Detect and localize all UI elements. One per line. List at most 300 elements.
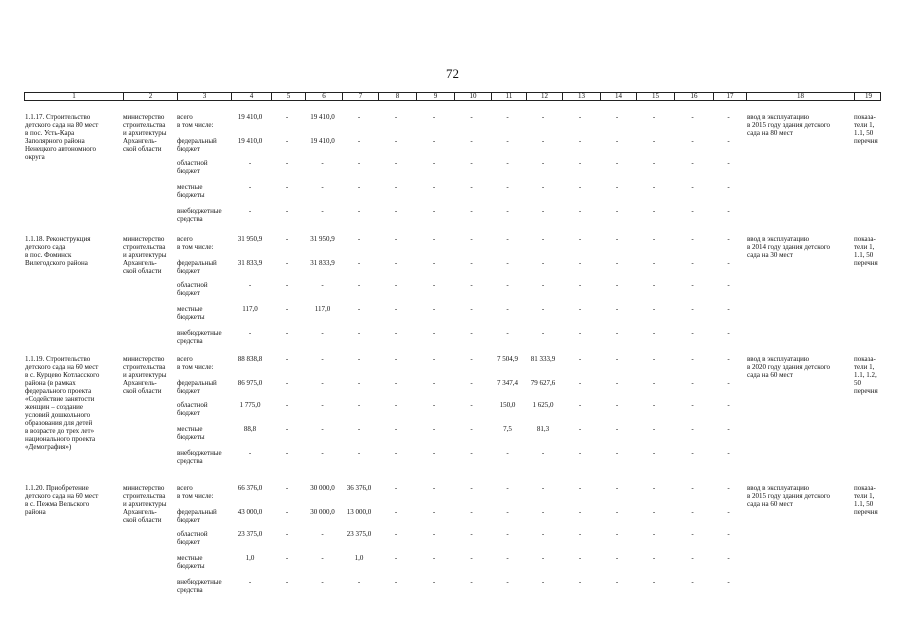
value-cell: - [357, 281, 361, 289]
value-cell: - [506, 530, 509, 538]
value-cell: 23 375,0 [237, 530, 263, 538]
value-cell: 19 410,0 [310, 113, 335, 121]
value-cell: - [285, 235, 289, 243]
value-cell: - [615, 159, 619, 167]
value-cell: - [394, 530, 398, 538]
value-cell: - [615, 355, 619, 363]
header-cell: 10 [454, 93, 491, 100]
value-cell: - [506, 207, 509, 215]
value-cell: - [432, 137, 436, 145]
value-cell: - [470, 379, 473, 387]
value-cell: - [615, 235, 619, 243]
value-cell: - [578, 401, 582, 409]
value-cell: - [357, 305, 361, 313]
funding-source-label: местные бюджеты [177, 183, 205, 199]
value-cell: - [357, 379, 361, 387]
value-cell: - [321, 355, 324, 363]
value-cell: 1,0 [354, 554, 364, 562]
value-cell: 117,0 [314, 305, 331, 313]
value-cell: - [691, 207, 694, 215]
value-cell: - [506, 183, 509, 191]
value-cell: - [541, 554, 545, 562]
value-cell: - [691, 379, 694, 387]
value-cell: - [727, 329, 730, 337]
value-cell: - [727, 235, 730, 243]
value-cell: - [578, 425, 582, 433]
value-cell: - [652, 449, 656, 457]
value-cell: - [691, 355, 694, 363]
header-cell: 16 [674, 93, 713, 100]
value-cell: 79 627,6 [530, 379, 556, 387]
value-cell: - [615, 113, 619, 121]
value-cell: - [285, 183, 289, 191]
header-cell: 4 [231, 93, 271, 100]
value-cell: - [285, 137, 289, 145]
header-cell: 1 [72, 92, 76, 100]
funding-source-label: федеральный бюджет [177, 508, 217, 524]
value-cell: - [432, 578, 436, 586]
value-cell: - [652, 484, 656, 492]
value-cell: - [321, 183, 324, 191]
header-cell: 7 [342, 93, 378, 100]
value-cell: - [285, 259, 289, 267]
header-cell: 12 [526, 93, 562, 100]
value-cell: - [285, 401, 289, 409]
value-cell: - [727, 137, 730, 145]
value-cell: - [394, 379, 398, 387]
value-cell: - [432, 183, 436, 191]
value-cell: - [394, 484, 398, 492]
value-cell: - [357, 183, 361, 191]
value-cell: - [357, 401, 361, 409]
value-cell: - [470, 484, 473, 492]
value-cell: 23 375,0 [346, 530, 372, 538]
value-cell: - [652, 281, 656, 289]
value-cell: - [470, 554, 473, 562]
value-cell: - [652, 235, 656, 243]
value-cell: - [652, 401, 656, 409]
value-cell: - [394, 207, 398, 215]
value-cell: - [652, 113, 656, 121]
value-cell: 13 000,0 [346, 508, 372, 516]
value-cell: 19 410,0 [237, 137, 263, 145]
value-cell: - [652, 207, 656, 215]
value-cell: 43 000,0 [237, 508, 263, 516]
value-cell: - [470, 159, 473, 167]
value-cell: - [727, 379, 730, 387]
expected-result: ввод в эксплуатацию в 2014 году здания детского сада на 30 мест [747, 235, 831, 259]
value-cell: - [470, 329, 473, 337]
value-cell: - [506, 159, 509, 167]
funding-source-label: федеральный бюджет [177, 137, 217, 153]
value-cell: - [357, 137, 361, 145]
value-cell: - [285, 329, 289, 337]
value-cell: - [506, 137, 509, 145]
value-cell: - [432, 329, 436, 337]
value-cell: - [432, 159, 436, 167]
value-cell: - [652, 578, 656, 586]
value-cell: - [578, 159, 582, 167]
value-cell: - [432, 113, 436, 121]
value-cell: - [321, 425, 324, 433]
value-cell: - [248, 329, 252, 337]
measure-name: 1.1.17. Строительство детского сада на 80 мест в пос. Усть-Кара Заполярного района Ненецкого автономного округа [25, 113, 99, 161]
value-cell: - [578, 355, 582, 363]
value-cell: - [394, 425, 398, 433]
value-cell: - [652, 137, 656, 145]
value-cell: - [578, 259, 582, 267]
value-cell: - [727, 355, 730, 363]
value-cell: - [470, 355, 473, 363]
value-cell: - [248, 281, 252, 289]
value-cell: - [285, 207, 289, 215]
funding-source-label: всего в том числе: [177, 355, 214, 371]
value-cell: - [578, 183, 582, 191]
value-cell: - [578, 508, 582, 516]
value-cell: - [652, 379, 656, 387]
value-cell: - [394, 159, 398, 167]
value-cell: - [615, 530, 619, 538]
value-cell: - [357, 113, 361, 121]
value-cell: - [506, 305, 509, 313]
value-cell: 1 625,0 [532, 401, 554, 409]
value-cell: - [652, 425, 656, 433]
value-cell: - [248, 159, 252, 167]
value-cell: - [727, 259, 730, 267]
value-cell: - [470, 281, 473, 289]
value-cell: - [615, 259, 619, 267]
value-cell: - [321, 329, 324, 337]
value-cell: - [470, 425, 473, 433]
value-cell: - [727, 508, 730, 516]
header-cell: 9 [416, 93, 454, 100]
value-cell: - [321, 401, 324, 409]
value-cell: - [615, 449, 619, 457]
value-cell: - [321, 379, 324, 387]
value-cell: - [691, 508, 694, 516]
value-cell: 66 376,0 [237, 484, 263, 492]
header-cell: 15 [636, 93, 674, 100]
value-cell: - [506, 329, 509, 337]
value-cell: 81 333,9 [530, 355, 556, 363]
value-cell: - [691, 281, 694, 289]
value-cell: - [691, 401, 694, 409]
value-cell: - [470, 401, 473, 409]
value-cell: - [691, 159, 694, 167]
value-cell: 36 376,0 [346, 484, 372, 492]
value-cell: - [652, 554, 656, 562]
value-cell: - [470, 137, 473, 145]
value-cell: - [691, 305, 694, 313]
header-cell: 11 [491, 93, 526, 100]
value-cell: - [321, 207, 324, 215]
value-cell: - [506, 113, 509, 121]
value-cell: - [578, 113, 582, 121]
value-cell: - [357, 259, 361, 267]
value-cell: - [285, 530, 289, 538]
header-cell: 6 [305, 93, 342, 100]
executor: министерство строительства и архитектуры Архангель- ской области [123, 235, 167, 275]
funding-source-label: внебюджетные средства [177, 578, 222, 594]
indicator: показа- тели 1, 1.1, 1.2, 50 перечня [854, 355, 878, 395]
value-cell: - [285, 449, 289, 457]
value-cell: - [432, 207, 436, 215]
value-cell: - [432, 379, 436, 387]
funding-source-label: внебюджетные средства [177, 449, 222, 465]
value-cell: - [394, 329, 398, 337]
value-cell: - [615, 379, 619, 387]
funding-source-label: всего в том числе: [177, 113, 214, 129]
value-cell: 7 347,4 [497, 379, 518, 387]
value-cell: - [285, 305, 289, 313]
value-cell: - [691, 235, 694, 243]
value-cell: - [541, 137, 545, 145]
value-cell: - [578, 484, 582, 492]
funding-source-label: федеральный бюджет [177, 379, 217, 395]
header-cell: 13 [562, 93, 600, 100]
value-cell: - [506, 259, 509, 267]
value-cell: 19 410,0 [310, 137, 335, 145]
value-cell: - [578, 530, 582, 538]
value-cell: - [615, 401, 619, 409]
indicator: показа- тели 1, 1.1, 50 перечня [854, 484, 878, 516]
header-cell: 19 [854, 93, 882, 100]
value-cell: - [470, 578, 473, 586]
value-cell: - [727, 578, 730, 586]
value-cell: - [506, 235, 509, 243]
value-cell: - [615, 207, 619, 215]
value-cell: - [394, 281, 398, 289]
value-cell: - [652, 305, 656, 313]
value-cell: - [541, 305, 545, 313]
value-cell: 7 504,9 [497, 355, 518, 363]
value-cell: - [470, 113, 473, 121]
executor: министерство строительства и архитектуры Архангель- ской области [123, 484, 167, 524]
value-cell: - [727, 183, 730, 191]
value-cell: - [432, 554, 436, 562]
value-cell: - [321, 530, 324, 538]
funding-source-label: местные бюджеты [177, 554, 205, 570]
value-cell: - [285, 355, 289, 363]
value-cell: - [394, 113, 398, 121]
indicator: показа- тели 1, 1.1, 50 перечня [854, 235, 878, 267]
value-cell: - [541, 578, 545, 586]
value-cell: 88,8 [243, 425, 257, 433]
value-cell: - [652, 329, 656, 337]
value-cell: - [691, 259, 694, 267]
value-cell: - [541, 183, 545, 191]
value-cell: - [541, 207, 545, 215]
value-cell: 7,5 [503, 425, 512, 433]
value-cell: 1,0 [245, 554, 255, 562]
funding-source-label: внебюджетные средства [177, 207, 222, 223]
value-cell: - [357, 207, 361, 215]
value-cell: - [321, 554, 324, 562]
value-cell: - [615, 425, 619, 433]
value-cell: - [578, 554, 582, 562]
value-cell: - [394, 508, 398, 516]
value-cell: - [541, 530, 545, 538]
value-cell: - [248, 183, 252, 191]
value-cell: - [727, 530, 730, 538]
value-cell: - [691, 113, 694, 121]
header-cell: 5 [271, 93, 305, 100]
value-cell: - [578, 379, 582, 387]
value-cell: - [578, 305, 582, 313]
value-cell: 31 950,9 [310, 235, 335, 243]
indicator: показа- тели 1, 1.1, 50 перечня [854, 113, 878, 145]
value-cell: 31 833,9 [310, 259, 335, 267]
value-cell: 81,3 [536, 425, 550, 433]
value-cell: - [691, 554, 694, 562]
value-cell: - [541, 113, 545, 121]
value-cell: - [615, 137, 619, 145]
value-cell: - [394, 355, 398, 363]
value-cell: - [285, 379, 289, 387]
value-cell: - [248, 578, 252, 586]
value-cell: - [432, 259, 436, 267]
value-cell: 150,0 [499, 401, 516, 409]
value-cell: - [394, 578, 398, 586]
value-cell: - [578, 578, 582, 586]
value-cell: - [357, 425, 361, 433]
value-cell: - [432, 235, 436, 243]
funding-source-label: областной бюджет [177, 159, 208, 175]
page-number: 72 [446, 66, 459, 81]
value-cell: - [578, 449, 582, 457]
value-cell: - [578, 207, 582, 215]
table-header [24, 92, 881, 101]
measure-name: 1.1.20. Приобретение детского сада на 60 мест в с. Пежма Вельского района [25, 484, 99, 516]
value-cell: - [470, 449, 473, 457]
value-cell: - [727, 484, 730, 492]
value-cell: - [394, 449, 398, 457]
value-cell: 31 833,9 [237, 259, 263, 267]
value-cell: - [727, 281, 730, 289]
value-cell: - [691, 329, 694, 337]
value-cell: 88 838,8 [237, 355, 263, 363]
value-cell: 30 000,0 [310, 508, 335, 516]
value-cell: - [285, 508, 289, 516]
value-cell: - [432, 425, 436, 433]
header-cell: 3 [177, 93, 231, 100]
value-cell: - [578, 235, 582, 243]
value-cell: - [727, 159, 730, 167]
value-cell: - [727, 554, 730, 562]
value-cell: - [652, 355, 656, 363]
value-cell: 30 000,0 [310, 484, 335, 492]
header-cell: 8 [378, 93, 416, 100]
value-cell: - [432, 305, 436, 313]
value-cell: - [691, 137, 694, 145]
value-cell: 19 410,0 [237, 113, 263, 121]
value-cell: 86 975,0 [237, 379, 263, 387]
value-cell: - [285, 281, 289, 289]
value-cell: - [470, 530, 473, 538]
measure-name: 1.1.18. Реконструкция детского сада в пос. Фоминск Вилегодского района [25, 235, 91, 267]
value-cell: - [432, 281, 436, 289]
funding-source-label: внебюджетные средства [177, 329, 222, 345]
value-cell: - [615, 578, 619, 586]
value-cell: - [541, 484, 545, 492]
measure-name: 1.1.19. Строительство детского сада на 60 мест в с. Курцево Котласского района (в рамках федерального проекта «Содействие занятости женщин – создание условий дошкольного образования для детей в возрасте до трех лет» национального проекта «Демография») [25, 355, 100, 451]
value-cell: - [691, 484, 694, 492]
value-cell: - [357, 449, 361, 457]
value-cell: - [615, 305, 619, 313]
value-cell: - [652, 508, 656, 516]
value-cell: - [652, 159, 656, 167]
value-cell: - [321, 281, 324, 289]
value-cell: - [394, 137, 398, 145]
expected-result: ввод в эксплуатацию в 2015 году здания детского сада на 80 мест [747, 113, 831, 137]
value-cell: - [394, 401, 398, 409]
value-cell: - [285, 554, 289, 562]
value-cell: - [470, 235, 473, 243]
value-cell: - [432, 530, 436, 538]
funding-source-label: областной бюджет [177, 530, 208, 546]
value-cell: - [727, 425, 730, 433]
value-cell: - [285, 159, 289, 167]
value-cell: 117,0 [242, 305, 258, 313]
value-cell: - [248, 207, 252, 215]
executor: министерство строительства и архитектуры Архангель- ской области [123, 355, 167, 395]
value-cell: - [506, 281, 509, 289]
value-cell: - [394, 235, 398, 243]
value-cell: - [357, 578, 361, 586]
value-cell: - [432, 401, 436, 409]
value-cell: - [432, 484, 436, 492]
value-cell: - [321, 159, 324, 167]
value-cell: - [727, 305, 730, 313]
header-cell: 18 [746, 93, 854, 100]
value-cell: - [432, 449, 436, 457]
value-cell: - [285, 484, 289, 492]
value-cell: - [248, 449, 252, 457]
value-cell: - [541, 259, 545, 267]
value-cell: - [506, 554, 509, 562]
value-cell: - [394, 183, 398, 191]
value-cell: - [578, 137, 582, 145]
header-cell: 14 [600, 93, 636, 100]
value-cell: - [615, 554, 619, 562]
value-cell: - [357, 159, 361, 167]
value-cell: - [541, 329, 545, 337]
value-cell: - [691, 530, 694, 538]
funding-source-label: местные бюджеты [177, 425, 205, 441]
funding-source-label: местные бюджеты [177, 305, 205, 321]
value-cell: - [652, 530, 656, 538]
value-cell: 31 950,9 [237, 235, 263, 243]
value-cell: - [615, 281, 619, 289]
value-cell: - [357, 329, 361, 337]
value-cell: - [541, 449, 545, 457]
value-cell: - [321, 449, 324, 457]
value-cell: - [691, 183, 694, 191]
expected-result: ввод в эксплуатацию в 2015 году здания детского сада на 60 мест [747, 484, 831, 508]
executor: министерство строительства и архитектуры Архангель- ской области [123, 113, 167, 153]
value-cell: - [691, 578, 694, 586]
header-cell: 17 [713, 93, 746, 100]
value-cell: - [727, 207, 730, 215]
value-cell: - [394, 305, 398, 313]
value-cell: - [652, 183, 656, 191]
header-cell: 2 [123, 93, 177, 100]
value-cell: - [691, 449, 694, 457]
funding-source-label: федеральный бюджет [177, 259, 217, 275]
value-cell: - [615, 183, 619, 191]
value-cell: - [285, 113, 289, 121]
value-cell: - [470, 183, 473, 191]
